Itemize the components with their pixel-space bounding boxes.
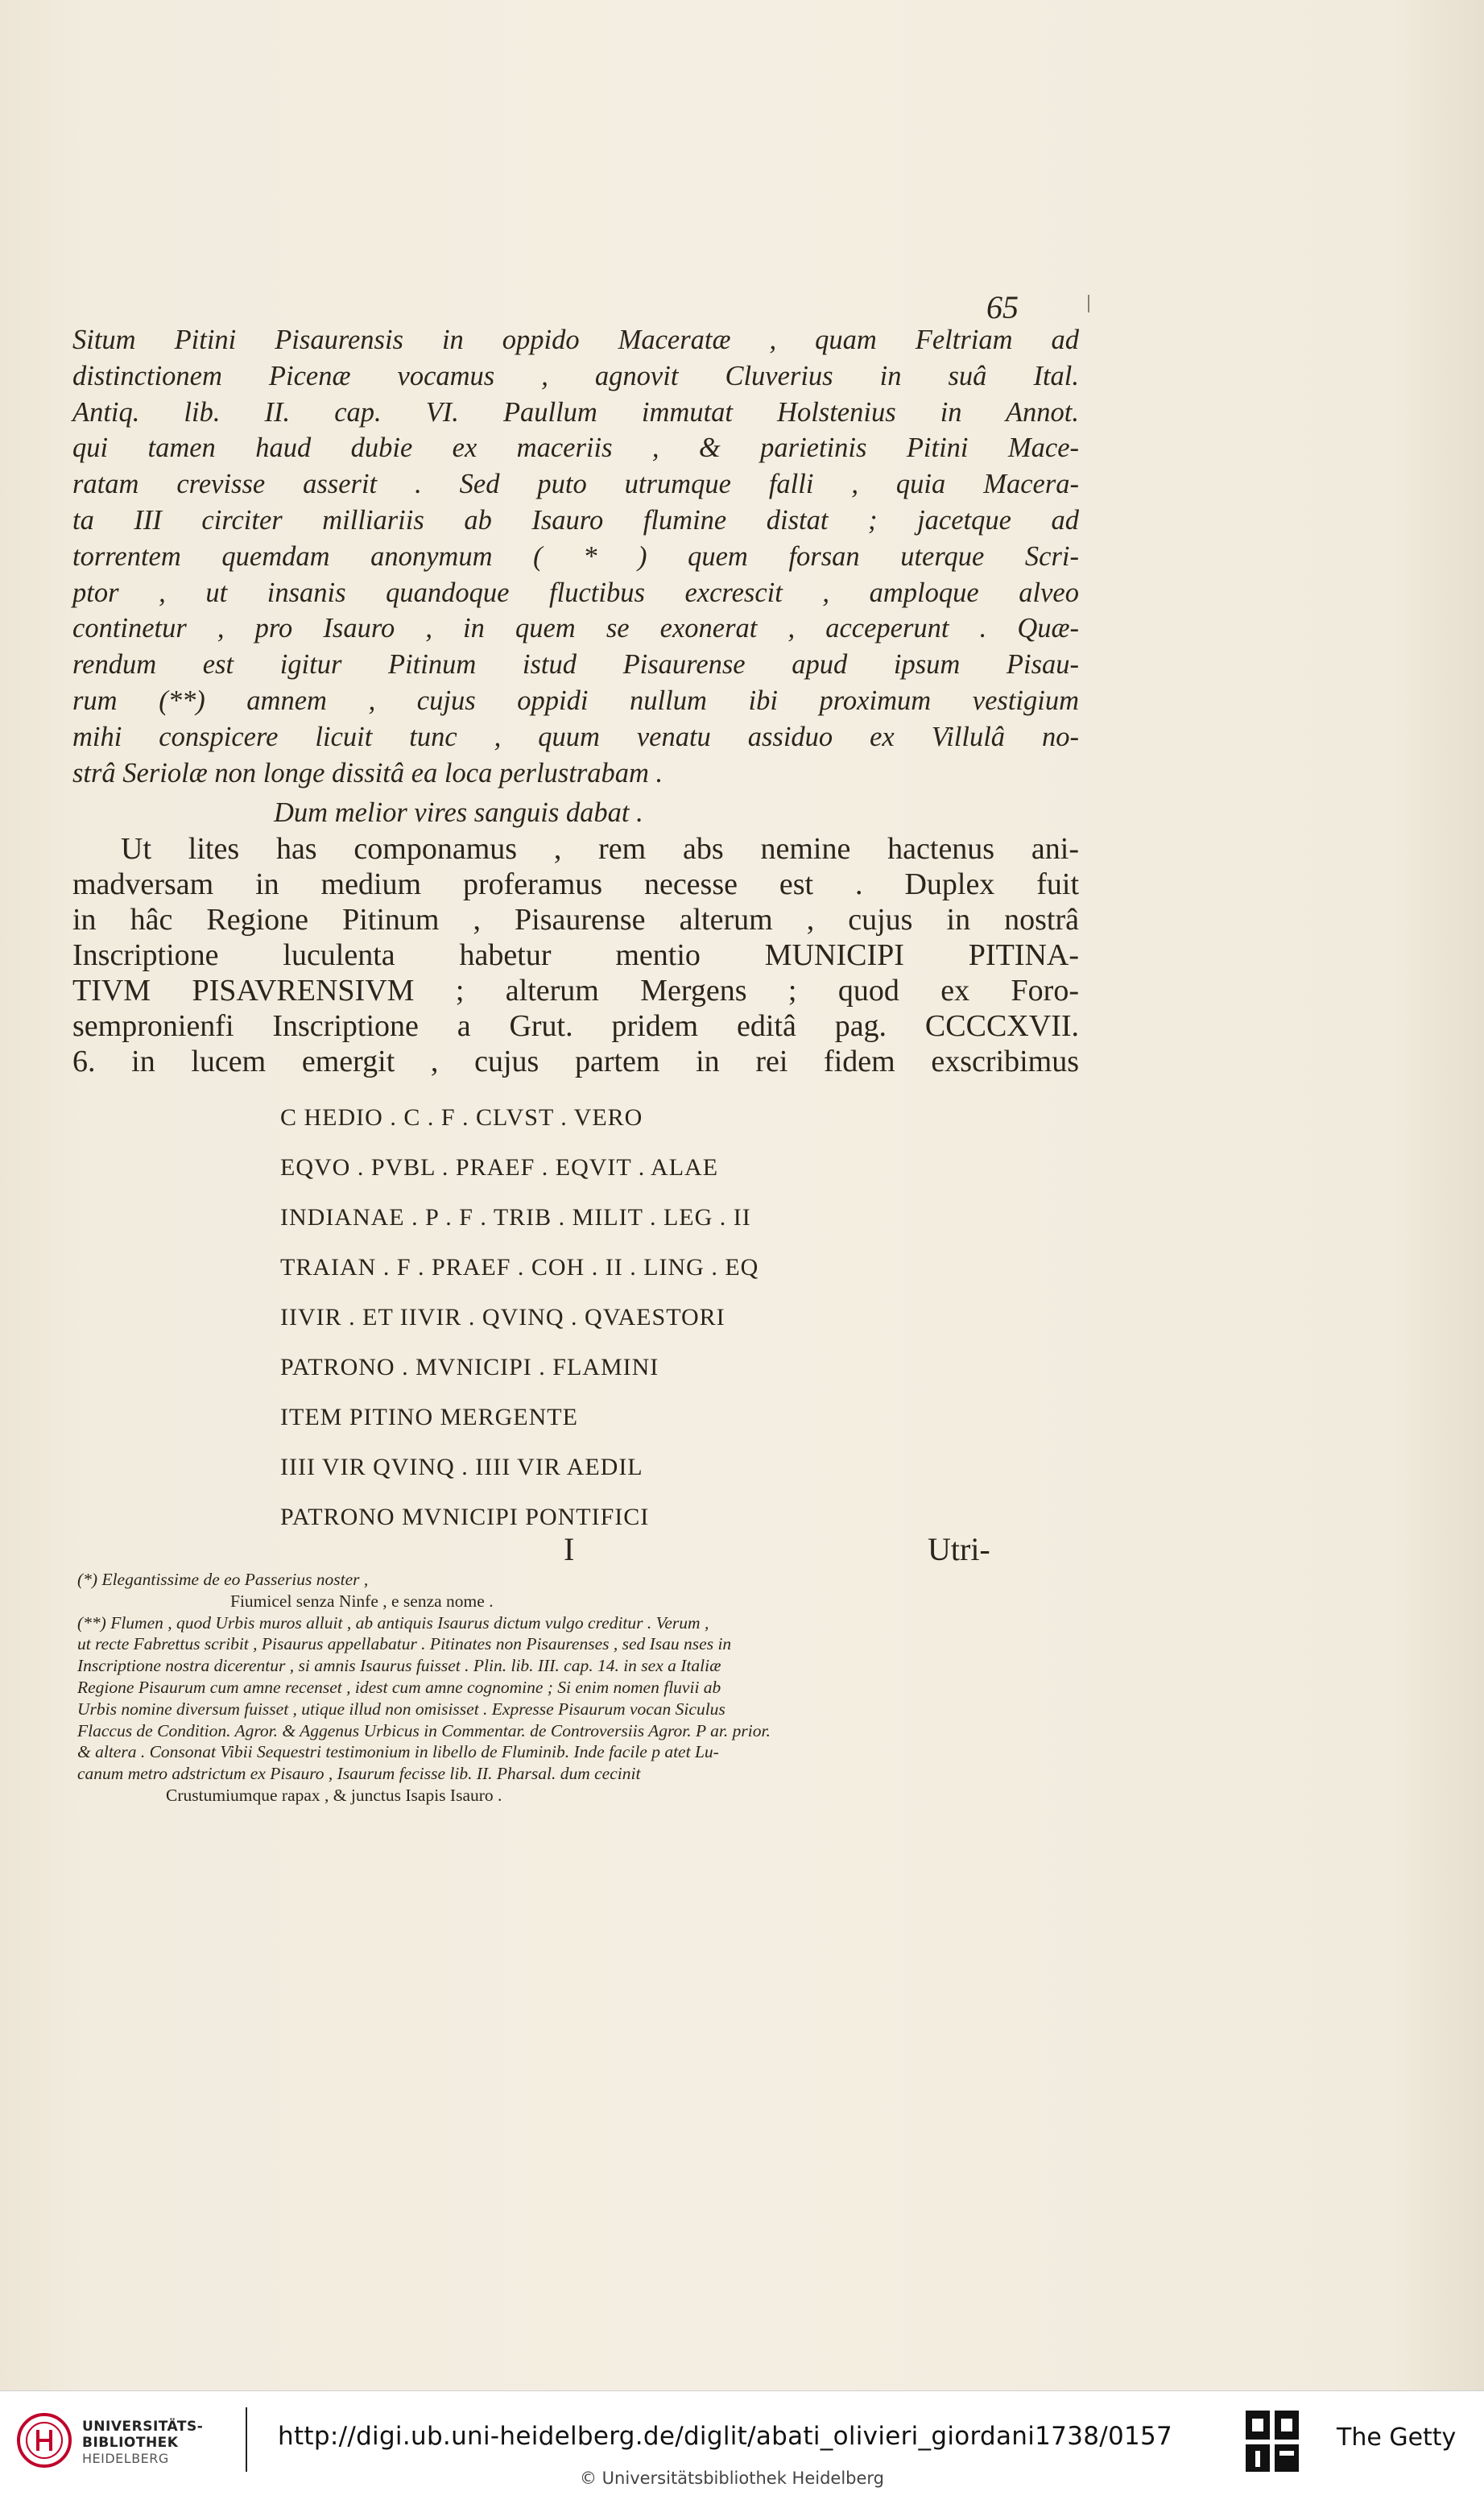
viewer-footer bbox=[0, 2390, 1484, 2508]
text-line: ptor , ut insanis quandoque fluctibus excrescit , amploque alveo bbox=[72, 577, 1079, 608]
inscription-line: IIVIR . ET IIVIR . QVINQ . QVAESTORI bbox=[280, 1304, 725, 1331]
divider bbox=[246, 2407, 247, 2472]
inscription-line: PATRONO MVNICIPI PONTIFICI bbox=[280, 1504, 650, 1530]
footnote-line: Crustumiumque rapax , & junctus Isapis Isauro . bbox=[166, 1785, 502, 1805]
footnote-line: Fiumicel senza Ninfe , e senza nome . bbox=[230, 1591, 494, 1611]
inscription-line: INDIANAE . P . F . TRIB . MILIT . LEG . II bbox=[280, 1204, 751, 1231]
getty-logo-icon[interactable] bbox=[1244, 2409, 1300, 2473]
footnote-line: & altera . Consonat Vibii Sequestri testimonium in libello de Fluminib. Inde facile p atet Lu- bbox=[77, 1742, 719, 1762]
footnote-line: (*) Elegantissime de eo Passerius noster , bbox=[77, 1570, 369, 1589]
partner-name[interactable]: The Getty bbox=[1337, 2423, 1457, 2452]
text-line: torrentem quemdam anonymum ( * ) quem forsan uterque Scri- bbox=[72, 540, 1079, 572]
permalink-url[interactable]: http://digi.ub.uni-heidelberg.de/diglit/abati_olivieri_giordani1738/0157 bbox=[278, 2422, 1173, 2451]
text-line: sempronienfi Inscriptione a Grut. pridem editâ pag. CCCCXVII. bbox=[72, 1009, 1079, 1043]
text-line: strâ Seriolæ non longe dissitâ ea loca perlustrabam . bbox=[72, 757, 663, 788]
catchword: Utri- bbox=[928, 1531, 990, 1567]
text-line: TIVM PISAVRENSIVM ; alterum Mergens ; quod ex Foro- bbox=[72, 974, 1079, 1008]
text-line: Situm Pitini Pisaurensis in oppido Maceratæ , quam Feltriam ad bbox=[72, 325, 1079, 355]
text-line: in hâc Regione Pitinum , Pisaurense alterum , cujus in nostrâ bbox=[72, 903, 1079, 937]
text-line: qui tamen haud dubie ex maceriis , & parietinis Pitini Mace- bbox=[72, 432, 1079, 464]
text-line: ratam crevisse asserit . Sed puto utrumque falli , quia Macera- bbox=[72, 469, 1079, 500]
library-name[interactable] bbox=[82, 2419, 203, 2467]
text-line: distinctionem Picenæ vocamus , agnovit Cluverius in suâ Ital. bbox=[72, 360, 1079, 391]
footnotes bbox=[77, 1569, 1044, 1807]
inscription-line: EQVO . PVBL . PRAEF . EQVIT . ALAE bbox=[280, 1154, 719, 1181]
text-line: madversam in medium proferamus necesse est . Duplex fuit bbox=[72, 867, 1079, 901]
gutter-mark bbox=[1088, 295, 1089, 312]
page-number: 65 bbox=[986, 289, 1019, 325]
footnote-line: (**) Flumen , quod Urbis muros alluit , ab antiquis Isaurus dictum vulgo creditur . Verum , bbox=[77, 1612, 709, 1633]
university-seal-icon[interactable] bbox=[16, 2412, 72, 2469]
italic-paragraph bbox=[72, 322, 1079, 791]
footnote-line: Urbis nomine diversum fuisset , utique illud non omisisset . Expresse Pisaurum vocan Siculus bbox=[77, 1699, 725, 1719]
footnote-line: Flaccus de Condition. Agror. & Aggenus Urbicus in Commentar. de Controversiis Agror. P ar. prior. bbox=[77, 1720, 771, 1740]
inscription-line: TRAIAN . F . PRAEF . COH . II . LING . EQ bbox=[280, 1254, 759, 1281]
footnote-line: canum metro adstrictum ex Pisauro , Isaurum fecisse lib. II. Pharsal. dum cecinit bbox=[77, 1764, 641, 1784]
library-line: UNIVERSITÄTS- bbox=[82, 2419, 204, 2435]
text-line: rum (**) amnem , cujus oppidi nullum ibi proximum vestigium bbox=[72, 685, 1079, 716]
signature-mark: I bbox=[564, 1531, 575, 1567]
verse-quote: Dum melior vires sanguis dabat . bbox=[274, 797, 643, 828]
text-line: mihi conspicere licuit tunc , quum venatu assiduo ex Villulâ no- bbox=[72, 721, 1079, 752]
inscription-line: C HEDIO . C . F . CLVST . VERO bbox=[280, 1104, 643, 1131]
copyright-notice: © Universitätsbibliothek Heidelberg bbox=[580, 2469, 885, 2488]
library-line: BIBLIOTHEK bbox=[82, 2435, 179, 2451]
footnote-line: ut recte Fabrettus scribit , Pisaurus appellabatur . Pitinates non Pisaurenses , sed Isau nses in bbox=[77, 1634, 732, 1654]
text-line: Ut lites has componamus , rem abs nemine hactenus ani- bbox=[121, 832, 1079, 866]
latin-inscription bbox=[280, 1102, 759, 1551]
text-line: 6. in lucem emergit , cujus partem in rei fidem exscribimus bbox=[72, 1045, 1079, 1078]
text-line: ta III circiter milliariis ab Isauro flumine distat ; jacetque ad bbox=[72, 504, 1079, 536]
text-line: continetur , pro Isauro , in quem se exonerat , acceperunt . Quæ- bbox=[72, 613, 1079, 644]
library-line: HEIDELBERG bbox=[82, 2451, 169, 2466]
roman-paragraph bbox=[72, 831, 1079, 1079]
inscription-line: IIII VIR QVINQ . IIII VIR AEDIL bbox=[280, 1454, 643, 1480]
footnote-line: Regione Pisaurum cum amne recenset , idest cum amne cognomine ; Si enim nomen fluvii ab bbox=[77, 1677, 721, 1697]
footnote-line: Inscriptione nostra dicerentur , si amnis Isaurus fuisset . Plin. lib. III. cap. 14. in sex a Italiæ bbox=[77, 1656, 721, 1676]
inscription-line: PATRONO . MVNICIPI . FLAMINI bbox=[280, 1354, 659, 1380]
text-line: Inscriptione luculenta habetur mentio MUNICIPI PITINA- bbox=[72, 938, 1079, 972]
text-line: Antiq. lib. II. cap. VI. Paullum immutat Holstenius in Annot. bbox=[72, 396, 1079, 428]
text-line: rendum est igitur Pitinum istud Pisaurense apud ipsum Pisau- bbox=[72, 649, 1079, 681]
inscription-line: ITEM PITINO MERGENTE bbox=[280, 1404, 578, 1430]
